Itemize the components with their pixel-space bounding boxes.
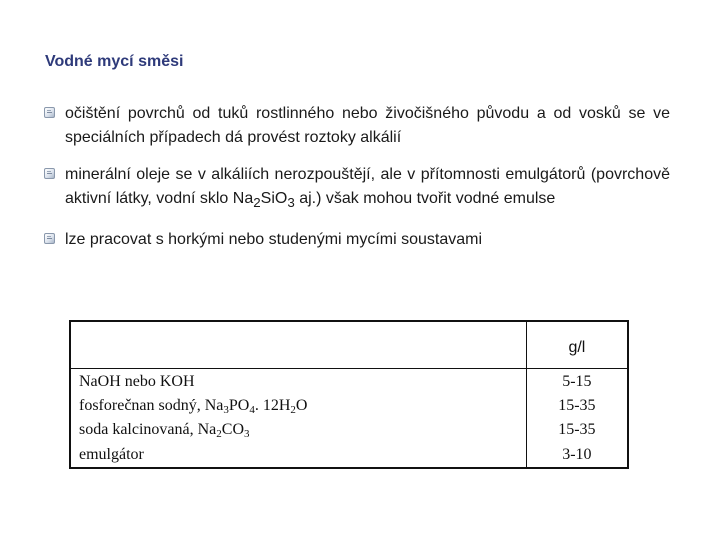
substance-text: emulgátor [79,445,144,463]
substance-text: NaOH nebo KOH [79,372,195,390]
bullet-text-part: aj.) však mohou tvořit vodné emulse [294,190,556,207]
substance-text: fosforečnan sodný, Na [79,396,224,414]
table-body [70,369,628,468]
subscript: 2 [253,195,261,211]
bullet-text [65,166,670,211]
concentration-cell: 3-10 [526,442,628,468]
subscript: 3 [223,403,229,416]
slide-title: Vodné mycí směsi [45,53,184,70]
bullet-text: očištění povrchů od tuků rostlinného nebo živočišného původu a od vosků se ve speciálních případech dá provést roztoky alkálií [65,105,670,146]
subscript: 2 [290,403,296,416]
bullet-item [44,228,670,252]
table-row [70,442,628,468]
bullet-icon [44,168,55,179]
bullet-list [44,102,670,252]
substance-text: PO [228,396,250,414]
subscript: 2 [216,428,222,441]
bullet-icon [44,233,55,244]
header-empty-cell [70,321,526,369]
substance-text: soda kalcinovaná, Na [79,421,217,439]
bullet-text: lze pracovat s horkými nebo studenými mycími soustavami [65,231,483,249]
bullet-text-part: minerální oleje se v alkáliích nerozpouštějí, ale v přítomnosti emulgátorů (povrchově aktivní látky, vodní sklo Na [65,166,670,207]
bullet-icon [44,107,55,118]
substance-text: CO [221,421,245,439]
table-row [70,369,628,394]
subscript: 4 [249,403,255,416]
substance-text: . 12H [254,396,291,414]
subscript: 3 [287,195,295,211]
substance-cell [70,369,526,394]
substance-cell [70,442,526,468]
table-row [70,394,628,418]
concentration-cell: 5-15 [526,369,628,394]
table-row [70,418,628,442]
composition-table [69,320,629,469]
substance-cell [70,418,526,442]
table-header-row [70,321,628,369]
bullet-item [44,163,670,215]
substance-text: O [295,396,308,414]
bullet-text-part: SiO [260,190,288,207]
bullet-item [44,102,670,150]
concentration-cell: 15-35 [526,394,628,418]
substance-cell [70,394,526,418]
unit-header: g/l [526,321,628,369]
concentration-cell: 15-35 [526,418,628,442]
subscript: 3 [244,428,250,441]
